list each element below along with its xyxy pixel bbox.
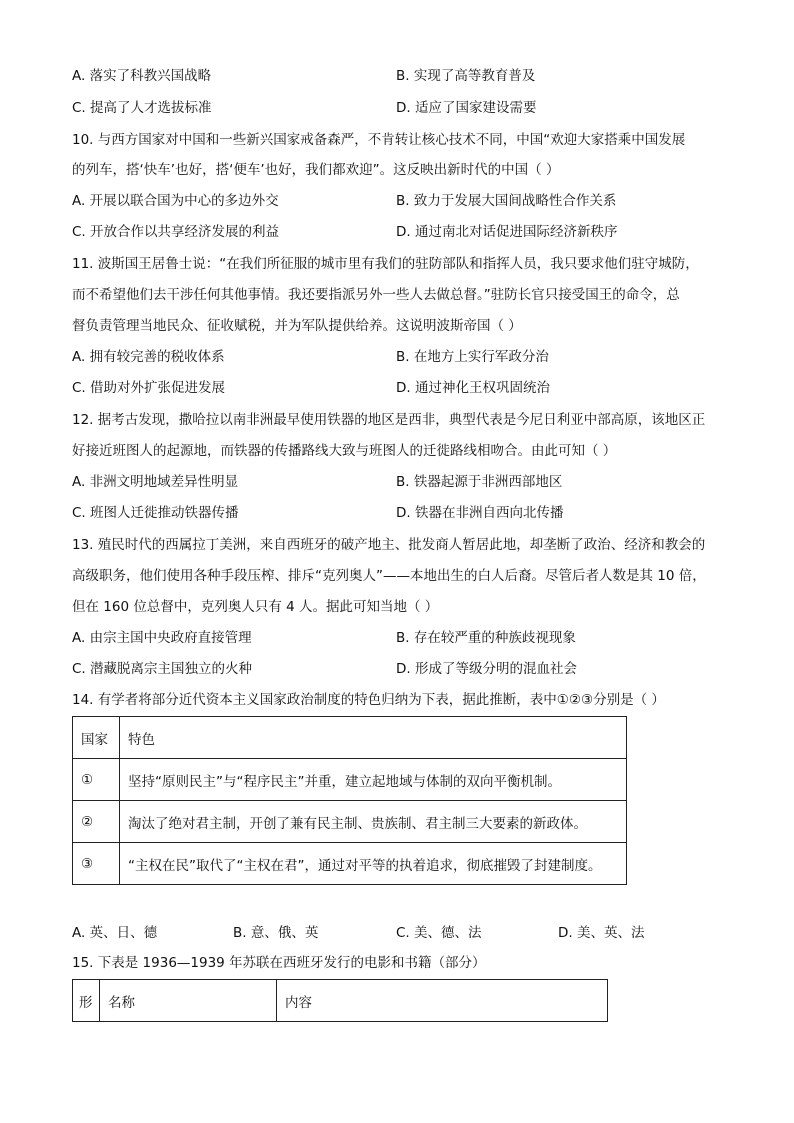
q15-header-content: 内容 — [277, 980, 608, 1022]
q15-table — [72, 979, 608, 1022]
q13-option-a[interactable]: A. 由宗主国中央政府直接管理 — [72, 630, 252, 646]
q10-stem-line-2: 的列车，搭‘快车’也好，搭‘便车’也好，我们都欢迎”。这反映出新时代的中国（ ） — [72, 162, 560, 178]
q15-header-name: 名称 — [100, 980, 277, 1022]
q9-option-d[interactable]: D. 适应了国家建设需要 — [396, 100, 537, 116]
q11-option-d[interactable]: D. 通过神化王权巩固统治 — [396, 380, 550, 396]
q14-option-a[interactable]: A. 英、日、德 — [72, 925, 158, 941]
q14-row3-feature: “主权在民”取代了“主权在君”，通过对平等的执着追求，彻底摧毁了封建制度。 — [120, 843, 627, 885]
q13-stem-line-1: 13. 殖民时代的西属拉丁美洲，来自西班牙的破产地主、批发商人暂居此地，却垄断了政治、经济和教会的 — [72, 537, 706, 553]
q10-option-b[interactable]: B. 致力于发展大国间战略性合作关系 — [396, 193, 617, 209]
table-row — [73, 843, 627, 885]
q12-option-d[interactable]: D. 铁器在非洲自西向北传播 — [396, 505, 564, 521]
table-row — [73, 801, 627, 843]
q14-option-c[interactable]: C. 美、德、法 — [396, 925, 482, 941]
q12-stem-line-1: 12. 据考古发现，撒哈拉以南非洲最早使用铁器的地区是西非，典型代表是今尼日利亚中部高原，该地区正 — [72, 412, 706, 428]
q12-option-c[interactable]: C. 班图人迁徙推动铁器传播 — [72, 505, 239, 521]
q15-stem: 15. 下表是 1936—1939 年苏联在西班牙发行的电影和书籍（部分） — [72, 955, 486, 971]
q9-option-a[interactable]: A. 落实了科教兴国战略 — [72, 68, 212, 84]
q13-stem-line-3: 但在 160 位总督中，克列奥人只有 4 人。据此可知当地（ ） — [72, 599, 439, 615]
q14-option-d[interactable]: D. 美、英、法 — [558, 925, 645, 941]
q12-option-a[interactable]: A. 非洲文明地域差异性明显 — [72, 474, 239, 490]
q10-option-c[interactable]: C. 开放合作以共享经济发展的利益 — [72, 224, 280, 240]
q11-option-c[interactable]: C. 借助对外扩张促进发展 — [72, 380, 226, 396]
table-row — [73, 759, 627, 801]
q13-option-c[interactable]: C. 潜藏脱离宗主国独立的火种 — [72, 661, 253, 677]
q10-stem-line-1: 10. 与西方国家对中国和一些新兴国家戒备森严，不肯转让核心技术不同，中国“欢迎大家搭乘中国发展 — [72, 132, 686, 148]
q14-row1-marker: ① — [73, 759, 120, 801]
q11-option-b[interactable]: B. 在地方上实行军政分治 — [396, 349, 549, 365]
q10-option-d[interactable]: D. 通过南北对话促进国际经济新秩序 — [396, 224, 618, 240]
q14-row2-marker: ② — [73, 801, 120, 843]
q11-stem-line-2: 而不希望他们去干涉任何其他事情。我还要指派另外一些人去做总督。”驻防长官只接受国王的命令，总 — [72, 287, 680, 303]
q14-option-b[interactable]: B. 意、俄、英 — [233, 925, 319, 941]
q11-option-a[interactable]: A. 拥有较完善的税收体系 — [72, 349, 225, 365]
q14-header-country: 国家 — [73, 717, 120, 759]
q14-header-feature: 特色 — [120, 717, 627, 759]
q14-row3-marker: ③ — [73, 843, 120, 885]
q13-stem-line-2: 高级职务，他们使用各种手段压榨、排斥“克列奥人”——本地出生的白人后裔。尽管后者人数是其 10 倍， — [72, 568, 706, 584]
q14-row1-feature: 坚持“原则民主”与“程序民主”并重，建立起地域与体制的双向平衡机制。 — [120, 759, 627, 801]
q15-header-form: 形 — [73, 980, 100, 1022]
q12-option-b[interactable]: B. 铁器起源于非洲西部地区 — [396, 474, 563, 490]
q13-option-d[interactable]: D. 形成了等级分明的混血社会 — [396, 661, 577, 677]
q12-stem-line-2: 好接近班图人的起源地，而铁器的传播路线大致与班图人的迁徙路线相吻合。由此可知（ ） — [72, 443, 617, 459]
q10-option-a[interactable]: A. 开展以联合国为中心的多边外交 — [72, 193, 279, 209]
q11-stem-line-3: 督负责管理当地民众、征收赋税，并为军队提供给养。这说明波斯帝国（ ） — [72, 318, 522, 334]
q9-option-c[interactable]: C. 提高了人才选拔标准 — [72, 100, 212, 116]
q14-table — [72, 716, 627, 885]
q14-stem: 14. 有学者将部分近代资本主义国家政治制度的特色归纳为下表，据此推断，表中①②③分别是（ ） — [72, 692, 665, 708]
q14-row2-feature: 淘汰了绝对君主制，开创了兼有民主制、贵族制、君主制三大要素的新政体。 — [120, 801, 627, 843]
q11-stem-line-1: 11. 波斯国王居鲁士说：“在我们所征服的城市里有我们的驻防部队和指挥人员，我只要求他们驻守城防， — [72, 256, 699, 272]
q9-option-b[interactable]: B. 实现了高等教育普及 — [396, 68, 536, 84]
q13-option-b[interactable]: B. 存在较严重的种族歧视现象 — [396, 630, 576, 646]
